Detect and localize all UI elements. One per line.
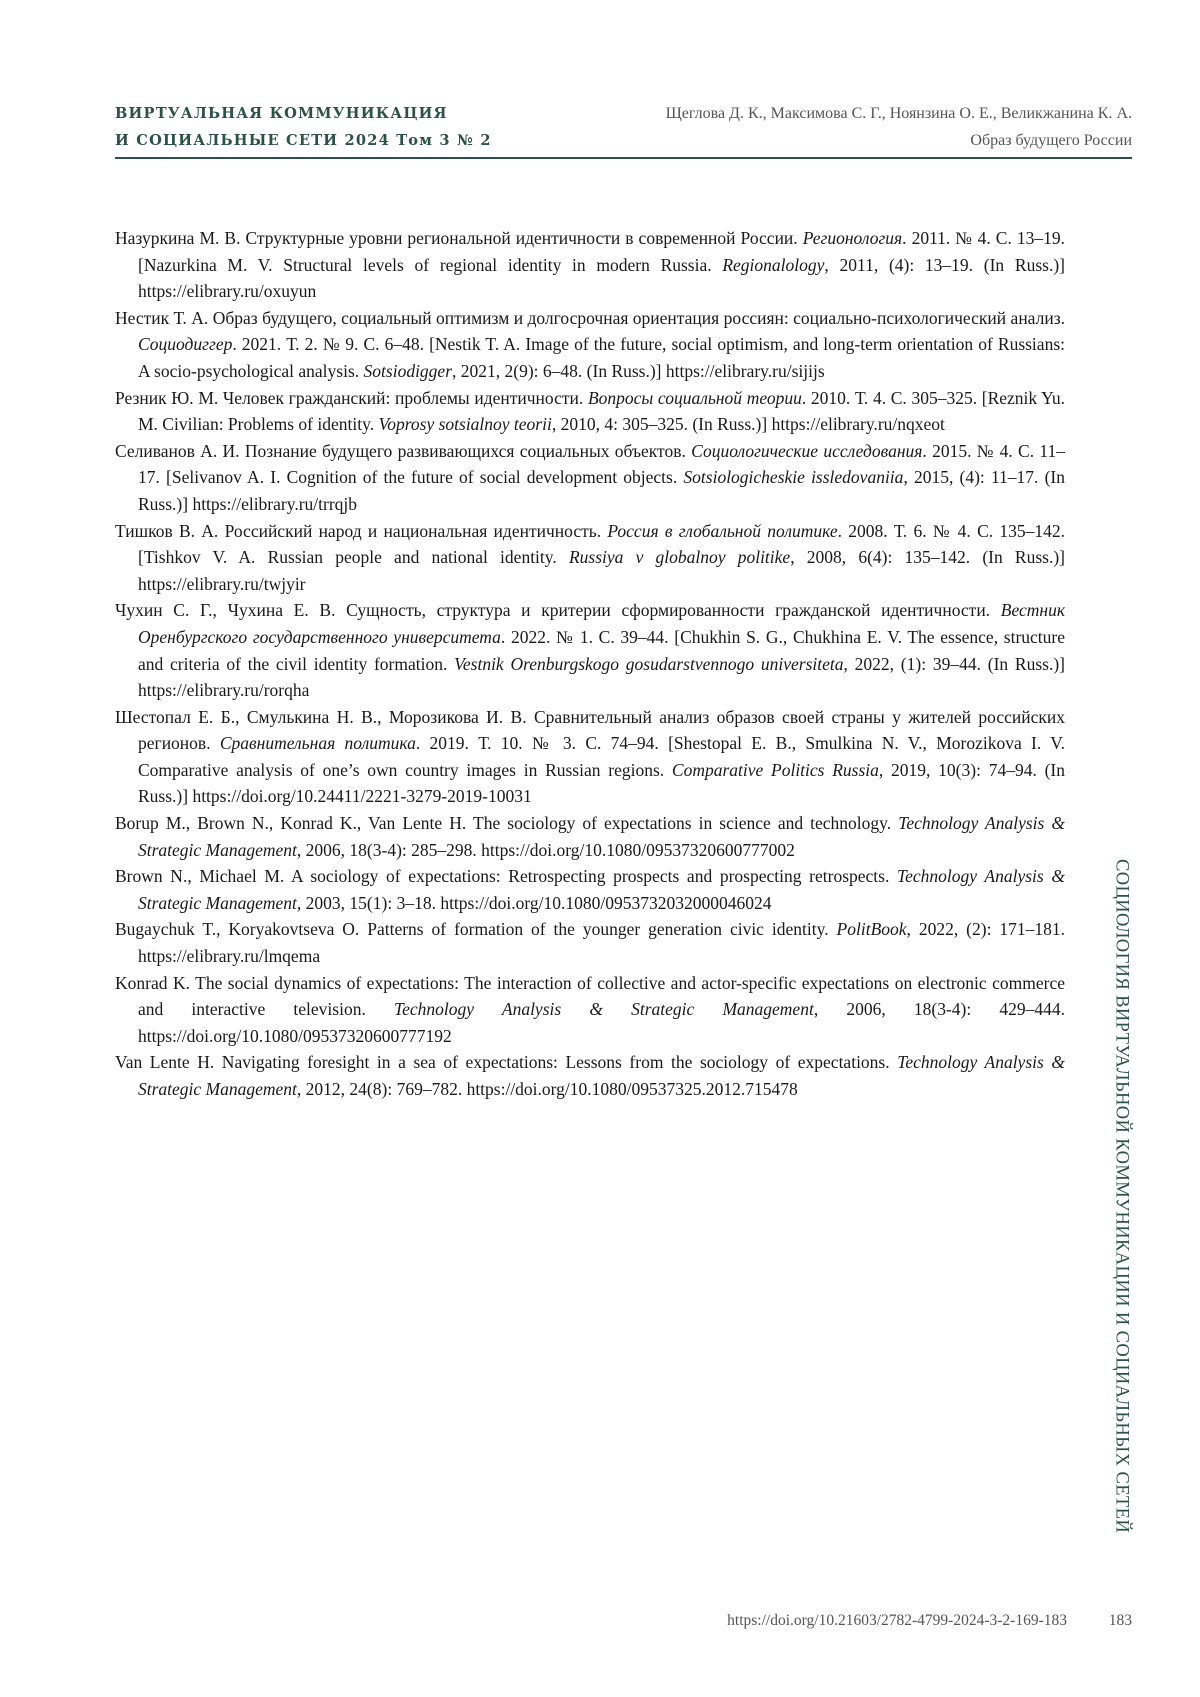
reference-text: . 2015. № 4. С. 11–17. [Selivanov A. I. Cognition of the future of social development objects.: [138, 440, 1065, 488]
reference-item: [115, 970, 1065, 1050]
reference-text: , 2006, 18(3-4): 285–298. https://doi.org/10.1080/09537320600777002: [296, 839, 795, 860]
reference-item: [115, 385, 1065, 438]
reference-text: 2003, 15(1): 3–18. https://doi.org/10.1080/0953732032000046024: [301, 892, 772, 913]
running-head: [666, 100, 1132, 154]
reference-item: [115, 810, 1065, 863]
reference-text: Тишков В. А. Российский народ и национальная идентичность.: [115, 520, 608, 541]
running-title: Образ будущего России: [970, 132, 1132, 149]
reference-source-title: Technology Analysis & Strategic Management: [394, 999, 814, 1020]
journal-name-line2: И СОЦИАЛЬНЫЕ СЕТИ 2024 Том 3 № 2: [115, 132, 492, 149]
reference-source-title: Регионология: [802, 228, 903, 248]
reference-text: . 2010. Т. 4. С. 305–325. [Reznik Yu. M. Civilian: Problems of identity.: [138, 387, 1065, 435]
reference-text: , 2015, (4): 11–17. (In Russ.)] https://elibrary.ru/trrqjb: [138, 467, 1065, 514]
reference-text: . 2008. Т. 6. № 4. С. 135–142. [Tishkov V. A. Russian people and national identity.: [138, 520, 1066, 568]
footer-doi-link[interactable]: https://doi.org/10.21603/2782-4799-2024-3-2-169-183: [727, 1612, 1067, 1629]
reference-source-title: Социологические исследования: [691, 440, 923, 461]
reference-text: , 2008, 6(4): 135–142. (In Russ.)] https://elibrary.ru/twjyir: [138, 547, 1065, 594]
page-number: 183: [1108, 1612, 1132, 1629]
reference-text: Borup M., Brown N., Konrad K., Van Lente H. The sociology of expectations in science and technology.: [115, 813, 899, 834]
reference-text: . 2021. Т. 2. № 9. С. 6–48. [Nestik T. A. Image of the future, social optimism, and long-term orientation of Russians: A socio-psychological analysis.: [138, 334, 1065, 381]
journal-name: [115, 100, 492, 154]
reference-text: Bugaychuk T., Koryakovtseva O. Patterns of formation of the younger generation civic identity.: [115, 919, 837, 940]
reference-text: 2012, 24(8): 769–782. https://doi.org/10.1080/09537325.2012.715478: [301, 1079, 798, 1099]
reference-text: Van Lente H. Navigating foresight in a sea of expectations: Lessons from the sociology of expectations.: [115, 1052, 898, 1073]
reference-item: [115, 1049, 1065, 1102]
reference-text: . 2019. Т. 10. № 3. С. 74–94. [Shestopal E. B., Smulkina N. V., Morozikova I. V. Comparative analysis of one’s own country images in Russian regions.: [138, 733, 1065, 780]
reference-list: [115, 225, 1065, 1103]
reference-source-title: Russiya v globalnoy politike: [568, 547, 791, 568]
side-journal-title-text: СОЦИОЛОГИЯ ВИРТУАЛЬНОЙ КОММУНИКАЦИИ И СОЦИАЛЬНЫХ СЕТЕЙ: [1111, 859, 1132, 1534]
reference-source-title: Вопросы социальной теории: [587, 387, 802, 408]
reference-text: , 2006, 18(3-4): 429–444. https://doi.org/10.1080/09537320600777192: [138, 999, 1065, 1046]
reference-text: . 2011. № 4. С. 13–19. [Nazurkina M. V. Structural levels of regional identity in modern Russia.: [138, 228, 1065, 275]
header-divider: [115, 157, 1132, 159]
reference-text: Назуркина М. В. Структурные уровни региональной идентичности в современной России.: [115, 228, 803, 248]
reference-text: , 2011, (4): 13–19. (In Russ.)] https://elibrary.ru/oxuyun: [138, 254, 1065, 302]
reference-item: [115, 518, 1065, 598]
reference-source-title: Voprosy sotsialnoy teorii: [378, 414, 552, 435]
reference-text: Шестопал Е. Б., Смулькина Н. В., Морозикова И. В. Сравнительный анализ образов своей страны у жителей российских регионов.: [115, 706, 1065, 754]
reference-text: , 2010, 4: 305–325. (In Russ.)] https://elibrary.ru/nqxeot: [551, 414, 945, 435]
reference-source-title: Comparative Politics Russia: [671, 759, 879, 780]
reference-source-title: Сравнительная политика: [219, 733, 416, 754]
authors-line: Щеглова Д. К., Максимова С. Г., Ноянзина О. Е., Великжанина К. А.: [665, 105, 1132, 122]
reference-text: Brown N., Michael M. A sociology of expectations: Retrospecting prospects and prospecting retrospects.: [115, 866, 898, 887]
reference-item: [115, 438, 1065, 518]
reference-item: [115, 225, 1065, 305]
reference-text: , 2022, (1): 39–44. (In Russ.)] https://elibrary.ru/rorqha: [138, 653, 1065, 701]
reference-text: Селиванов А. И. Познание будущего развивающихся социальных объектов.: [115, 440, 692, 461]
reference-item: [115, 916, 1065, 969]
journal-name-line1: ВИРТУАЛЬНАЯ КОММУНИКАЦИЯ: [115, 105, 448, 122]
reference-text: , 2021, 2(9): 6–48. (In Russ.)] https://elibrary.ru/sijijs: [452, 360, 825, 381]
reference-text: Чухин С. Г., Чухина Е. В. Сущность, структура и критерии сформированности гражданской идентичности.: [115, 600, 1001, 621]
reference-source-title: Technology Analysis & Strategic Management,: [138, 1052, 1066, 1099]
reference-item: [115, 704, 1065, 810]
reference-text: Konrad K. The social dynamics of expectations: The interaction of collective and actor-specific expectations on electronic commerce and interactive television.: [115, 972, 1065, 1020]
page-header: [115, 100, 1132, 158]
reference-source-title: Социодиггер: [138, 334, 233, 355]
reference-text: Резник Ю. М. Человек гражданский: проблемы идентичности.: [115, 387, 588, 408]
reference-text: , 2022, (2): 171–181. https://elibrary.ru/lmqema: [138, 919, 1065, 967]
reference-item: [115, 863, 1065, 916]
reference-source-title: PolitBook: [836, 919, 907, 940]
reference-source-title: Technology Analysis & Strategic Management: [138, 813, 1066, 860]
reference-source-title: Technology Analysis & Strategic Management,: [138, 866, 1065, 913]
reference-item: [115, 597, 1065, 703]
reference-source-title: Vestnik Orenburgskogo gosudarstvennogo universiteta: [454, 653, 844, 674]
reference-source-title: Россия в глобальной политике: [607, 520, 838, 541]
reference-text: , 2019, 10(3): 74–94. (In Russ.)] https://doi.org/10.24411/2221-3279-2019-10031: [138, 759, 1065, 807]
reference-source-title: Regionalology: [722, 254, 825, 275]
reference-source-title: Вестник Оренбургского государственного университета: [138, 600, 1065, 647]
reference-text: . 2022. № 1. С. 39–44. [Chukhin S. G., Chukhina E. V. The essence, structure and criteria of the civil identity formation.: [138, 626, 1066, 674]
reference-source-title: Sotsiodigger: [363, 360, 453, 381]
reference-text: Нестик Т. А. Образ будущего, социальный оптимизм и долгосрочная ориентация россиян: социально-психологический анализ.: [115, 307, 1065, 328]
side-journal-title: [1103, 829, 1139, 1564]
reference-item: [115, 305, 1065, 385]
reference-source-title: Sotsiologicheskie issledovaniia: [683, 467, 904, 488]
